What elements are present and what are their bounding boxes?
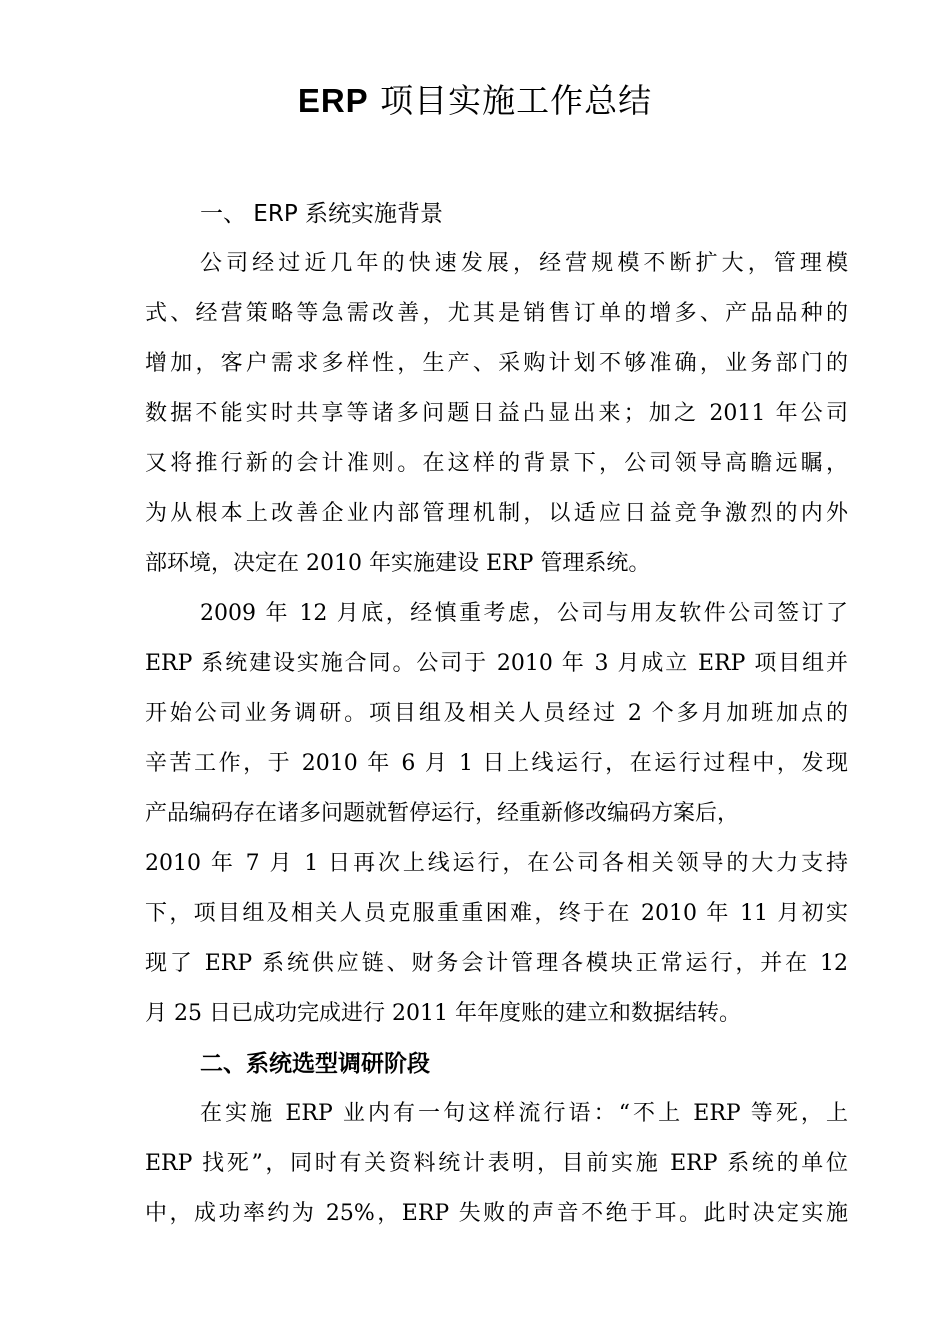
section-1-heading: 一、 ERP 系统实施背景 — [200, 201, 444, 227]
document-title-latin: ERP — [297, 82, 369, 119]
paragraph-line: ERP 找死”，同时有关资料统计表明，目前实施 ERP 系统的单位 — [145, 1151, 848, 1176]
paragraph-line: 2010 年 7 月 1 日再次上线运行，在公司各相关领导的大力支持 — [145, 851, 848, 876]
paragraph-line: 式、经营策略等急需改善，尤其是销售订单的增多、产品品种的 — [145, 301, 848, 326]
paragraph-line: 产品编码存在诸多问题就暂停运行，经重新修改编码方案后， — [145, 801, 740, 826]
paragraph-line: 公司经过近几年的快速发展，经营规模不断扩大，管理模 — [200, 251, 848, 276]
paragraph-line: 中，成功率约为 25%，ERP 失败的声音不绝于耳。此时决定实施 — [145, 1201, 848, 1226]
paragraph-line: 开始公司业务调研。项目组及相关人员经过 2 个多月加班加点的 — [145, 701, 848, 726]
document-title-text: 项目实施工作总结 — [368, 81, 653, 120]
paragraph-line: 部环境，决定在 2010 年实施建设 ERP 管理系统。 — [145, 551, 651, 576]
paragraph-line: 2009 年 12 月底，经慎重考虑，公司与用友软件公司签订了 — [200, 601, 848, 626]
paragraph-line: 为从根本上改善企业内部管理机制，以适应日益竞争激烈的内外 — [145, 501, 848, 526]
paragraph-line: ERP 系统建设实施合同。公司于 2010 年 3 月成立 ERP 项目组并 — [145, 651, 848, 676]
paragraph-line: 月 25 日已成功完成进行 2011 年年度账的建立和数据结转。 — [145, 1001, 741, 1026]
paragraph-line: 在实施 ERP 业内有一句这样流行语：“不上 ERP 等死，上 — [200, 1101, 848, 1126]
document-title — [0, 78, 950, 124]
paragraph-line: 增加，客户需求多样性，生产、采购计划不够准确，业务部门的 — [145, 351, 848, 376]
paragraph-line: 又将推行新的会计准则。在这样的背景下，公司领导高瞻远瞩， — [145, 451, 848, 476]
paragraph-line: 下，项目组及相关人员克服重重困难，终于在 2010 年 11 月初实 — [145, 901, 848, 926]
paragraph-line: 辛苦工作，于 2010 年 6 月 1 日上线运行，在运行过程中，发现 — [145, 751, 848, 776]
paragraph-line: 现了 ERP 系统供应链、财务会计管理各模块正常运行，并在 12 — [145, 951, 848, 976]
section-2-heading: 二、系统选型调研阶段 — [200, 1051, 430, 1077]
paragraph-line: 数据不能实时共享等诸多问题日益凸显出来；加之 2011 年公司 — [145, 401, 848, 426]
